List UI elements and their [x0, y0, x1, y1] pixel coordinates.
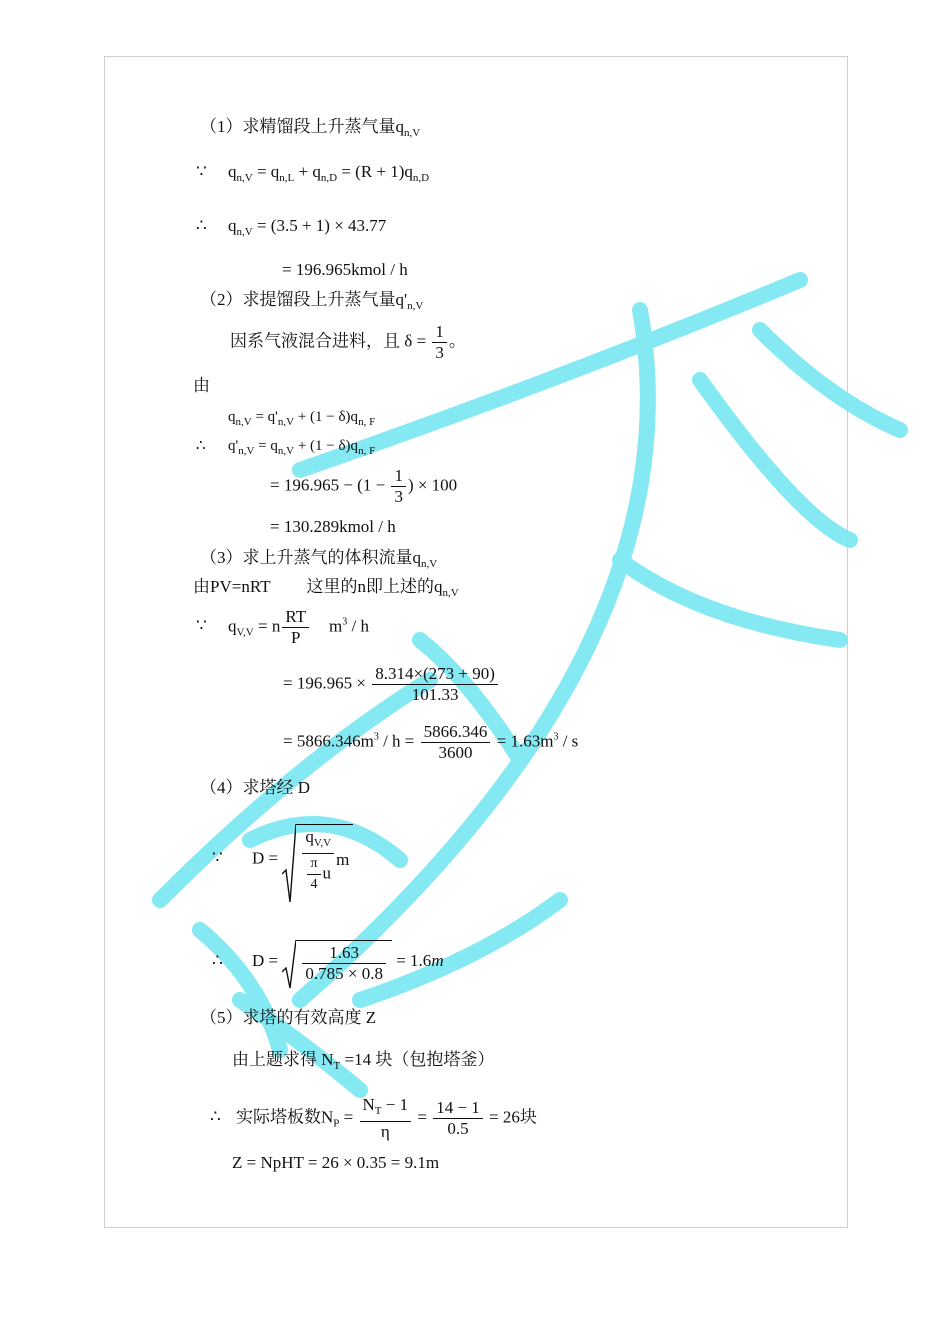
s2-you: 由: [193, 376, 210, 395]
s3-eq2: = 196.965 × $\frac{8.314\times(273 + 90)}{101.33}$: [283, 664, 500, 705]
s1-eq1: ∵ $q_{n,V} = q_{n,L} + q_{n,D} = (R + 1)q_{n,D}$: [196, 162, 430, 184]
s1-eq3: = 196.965kmol / h: [282, 260, 408, 279]
s4-eq1: ∵ D = $q_{V,V}$ $\frac{\pi}{4}$ u m: [212, 824, 353, 895]
s2-eq4: = 130.289kmol / h: [270, 517, 396, 536]
s5-line2: ∴ 实际塔板数$N_P$ = $\frac{N_T - 1}{\eta}$ = $\frac{14 - 1}{0.5}$ = 26块: [210, 1095, 537, 1141]
s4-heading: （4）求塔经 D: [200, 778, 311, 797]
s2-eq1: $q_{n,V} = q'_{n,V} + (1 - \delta)q_{n, F}$: [228, 409, 376, 428]
s3-eq1: ∵ $q_{V,V} = n$ $\frac{RT}{P}$ $m^3$ / h: [196, 607, 369, 647]
s1-eq2: ∴ $q_{n,V} = (3.5 + 1) \times 43.77$: [196, 216, 387, 238]
s2-eq2: ∴ $q'_{n,V} = q_{n,V} + (1 - \delta)q_{n, F}$: [196, 438, 376, 457]
s3-heading: （3）求上升蒸气的体积流量$q_{n,V}$: [200, 548, 438, 570]
s4-eq2: ∴ D = $\frac{1.63}{0.785 \times 0.8}$ = 1.6m: [212, 940, 444, 984]
s2-eq3: = 196.965 − (1 − $\frac{1}{3}$ ) × 100: [270, 466, 458, 506]
s2-intro: 因系气液混合进料，且 δ = $\frac{1}{3}$ 。: [230, 322, 466, 362]
s2-heading: （2）求提馏段上升蒸气量$q'_{n,V}$: [200, 290, 424, 312]
s5-heading: （5）求塔的有效高度 Z: [200, 1008, 377, 1027]
s1-heading: （1）求精馏段上升蒸气量$q_{n,V}$: [200, 117, 421, 139]
s3-eq3: = $5866.346m^3$ / h = $\frac{5866.346}{3600}$ = $1.63m^3$ / s: [283, 722, 579, 762]
s3-pv: 由PV=nRT 这里的n即上述的$q_{n,V}$: [193, 577, 459, 599]
s5-line1: 由上题求得 $N_T =14$ 块（包抱塔釜）: [232, 1050, 495, 1072]
s5-line3: Z = NpHT = 26 × 0.35 = 9.1m: [232, 1153, 440, 1172]
